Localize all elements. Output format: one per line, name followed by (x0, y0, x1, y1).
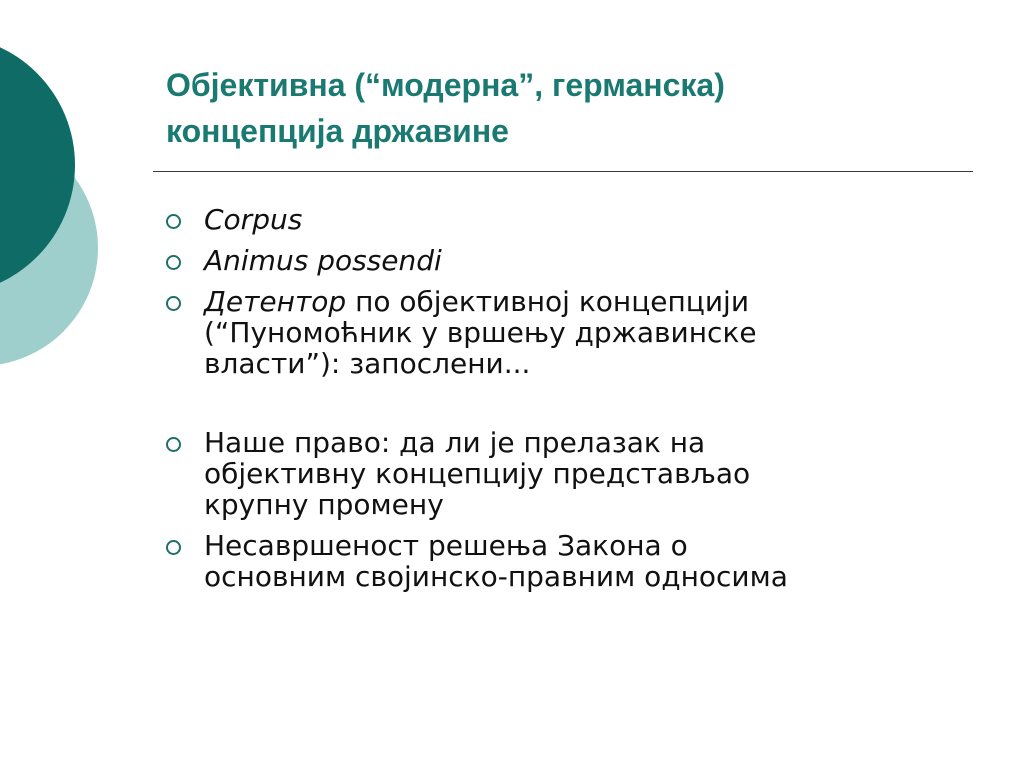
bullet-italic-text: Детентор (204, 285, 347, 318)
bullet-line: крупну промену (204, 488, 444, 521)
bullet-line (204, 245, 980, 276)
bullet-line: основним својинско-правним односима (204, 560, 788, 593)
bullet-line (204, 204, 980, 235)
bullet-item-detentor (160, 286, 980, 379)
title-line-1: Објективна (“модерна”, германска) (166, 67, 725, 103)
bullet-line: (“Пуномоћник у вршењу државинске (204, 316, 757, 349)
slide-title (166, 62, 986, 154)
title-line-2: концепција државине (166, 113, 509, 149)
hollow-circle-bullet-icon (166, 437, 181, 452)
decorative-circles (0, 0, 110, 400)
hollow-circle-bullet-icon (166, 296, 181, 311)
bullet-item-nashe-pravo (160, 427, 980, 520)
bullet-line (204, 286, 980, 317)
bullet-line: власти”): запослени... (204, 347, 531, 380)
bullet-item-nesavrshenost (160, 530, 980, 592)
bullet-item-corpus (160, 204, 980, 235)
bullet-italic-text: Animus possendi (204, 244, 442, 277)
bullet-item-animus (160, 245, 980, 276)
bullet-line: објективну концепцију представљао (204, 457, 751, 490)
bullet-text: по објективној концепцији (346, 285, 750, 318)
hollow-circle-bullet-icon (166, 214, 181, 229)
bullet-italic-text: Corpus (204, 203, 303, 236)
bullet-line: Несавршеност решења Закона о (204, 529, 688, 562)
bullet-list (160, 204, 980, 602)
hollow-circle-bullet-icon (166, 540, 181, 555)
title-divider (153, 171, 973, 172)
hollow-circle-bullet-icon (166, 255, 181, 270)
bullet-line: Наше право: да ли је прелазак на (204, 426, 706, 459)
